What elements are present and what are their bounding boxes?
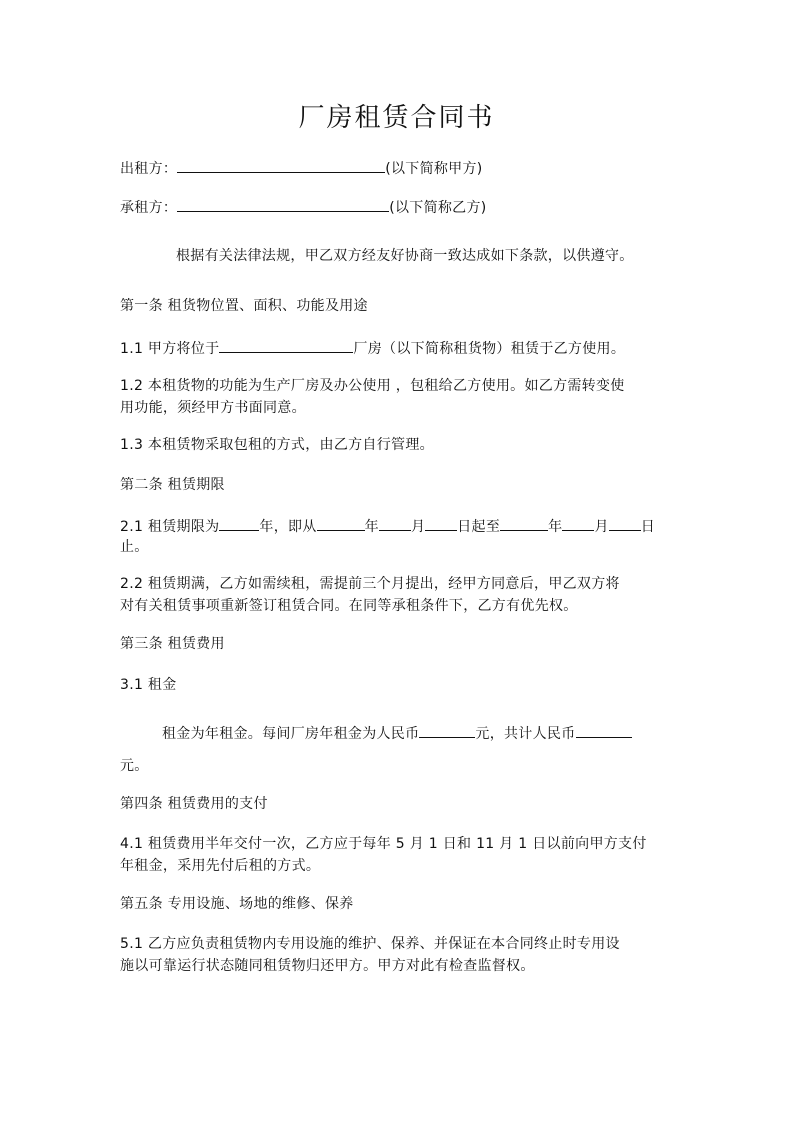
term-text-g: 月	[594, 519, 609, 535]
clause-1-2-line-1: 1.2 本租货物的功能为生产厂房及办公使用 ，包租给乙方使用。如乙方需转变使	[120, 378, 625, 394]
clause-1-1	[120, 337, 625, 359]
clause-3-1: 3.1 租金	[120, 677, 177, 693]
lessor-label: 出租方：	[120, 161, 178, 177]
start-year-blank	[317, 515, 365, 531]
term-text-e: 日起至	[457, 519, 501, 535]
term-text-a: 2.1 租赁期限为	[120, 519, 220, 535]
end-month-blank	[562, 515, 594, 531]
clause-5-1-line-1: 5.1 乙方应负责租赁物内专用设施的维护、保养、并保证在本合同终止时专用设	[120, 936, 620, 952]
article-4-heading: 第四条 租赁费用的支付	[120, 796, 268, 812]
article-5-heading: 第五条 专用设施、场地的维修、保养	[120, 896, 354, 912]
lessor-blank	[177, 157, 385, 173]
clause-4-1-line-1: 4.1 租赁费用半年交付一次，乙方应于每年 5 月 1 日和 11 月 1 日以前向甲方支付	[120, 836, 647, 852]
rent-line-1	[162, 722, 632, 744]
clause-2-2-line-2: 对有关租赁事项重新签订租赁合同。在同等承租条件下，乙方有优先权。	[120, 598, 578, 614]
lessor-suffix: (以下简称甲方)	[385, 161, 483, 177]
term-text-d: 月	[410, 519, 426, 535]
clause-1-3: 1.3 本租赁物采取包租的方式，由乙方自行管理。	[120, 437, 434, 453]
lessee-line	[120, 196, 487, 218]
rent-text-b: 元，共计人民币	[475, 726, 576, 742]
rent-text-a: 租金为年租金。每间厂房年租金为人民币	[162, 726, 420, 742]
clause-5-1-line-2: 施以可靠运行状态随同租赁物归还甲方。甲方对此有检查监督权。	[120, 958, 535, 974]
clause-4-1-line-2: 年租金，采用先付后租的方式。	[120, 858, 321, 874]
article-1-heading: 第一条 租货物位置、面积、功能及用途	[120, 298, 368, 314]
term-text-h: 日	[640, 519, 656, 535]
article-2-heading: 第二条 租赁期限	[120, 477, 225, 493]
term-text-b: 年，即从	[259, 519, 317, 535]
lessee-blank	[177, 196, 389, 212]
start-month-blank	[379, 515, 411, 531]
clause-2-1-line-1	[120, 515, 655, 537]
article-3-heading: 第三条 租赁费用	[120, 636, 225, 652]
clause-2-2-line-1: 2.2 租赁期满，乙方如需续租，需提前三个月提出，经甲方同意后，甲乙双方将	[120, 576, 620, 592]
preamble: 根据有关法律法规，甲乙双方经友好协商一致达成如下条款，以供遵守。	[176, 248, 634, 264]
end-day-blank	[609, 515, 641, 531]
clause-1-1-text-a: 1.1 甲方将位于	[120, 341, 220, 357]
lessee-label: 承租方：	[120, 200, 178, 216]
term-text-c: 年	[364, 519, 379, 535]
end-year-blank	[500, 515, 548, 531]
location-blank	[219, 337, 353, 353]
clause-1-2-line-2: 用功能，须经甲方书面同意。	[120, 400, 306, 416]
clause-2-1-line-2: 止。	[120, 539, 149, 555]
term-years-blank	[219, 515, 259, 531]
rent-total-blank	[576, 722, 632, 738]
start-day-blank	[425, 515, 457, 531]
lessor-line	[120, 157, 483, 179]
rent-per-unit-blank	[419, 722, 475, 738]
rent-line-2: 元。	[120, 758, 149, 774]
term-text-f: 年	[548, 519, 563, 535]
document-title: 厂房租赁合同书	[298, 103, 495, 133]
lessee-suffix: (以下简称乙方)	[389, 200, 487, 216]
clause-1-1-text-b: 厂房（以下简称租货物）租赁于乙方使用。	[353, 341, 626, 357]
